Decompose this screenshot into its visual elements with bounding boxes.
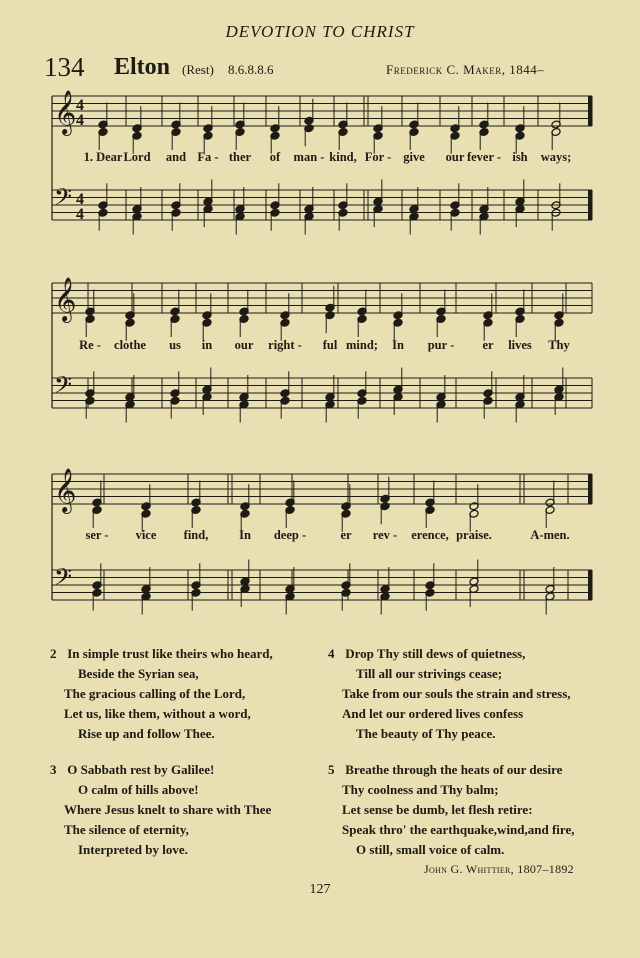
lyric-syllable: Re - bbox=[79, 338, 101, 352]
lyric-syllable: ish bbox=[512, 150, 528, 164]
final-bar-line bbox=[588, 96, 592, 126]
verse-line: And let our ordered lives confess bbox=[342, 706, 524, 721]
lyric-syllable: er bbox=[340, 528, 352, 542]
lyric-syllable: our bbox=[234, 338, 254, 352]
time-signature-bottom: 4 bbox=[76, 112, 84, 129]
verse-line: Till all our strivings cease; bbox=[356, 666, 503, 681]
lyric-syllable: For - bbox=[364, 150, 392, 164]
lyric-syllable: find, bbox=[183, 528, 209, 542]
verse-line: 2 In simple trust like theirs who heard, bbox=[50, 646, 273, 661]
lyric-syllable: us bbox=[169, 338, 181, 352]
lyric-syllable: right - bbox=[268, 338, 302, 352]
text-author: John G. Whittier, 1807–1892 bbox=[424, 862, 574, 876]
tune-alt-name: (Rest) bbox=[182, 62, 214, 77]
lyric-syllable: A-men. bbox=[530, 528, 570, 542]
verse-2 bbox=[50, 644, 273, 744]
verse-5 bbox=[328, 760, 574, 860]
lyric-syllable: of bbox=[269, 150, 281, 164]
lyric-syllable: In bbox=[392, 338, 404, 352]
verse-line: Let us, like them, without a word, bbox=[64, 706, 251, 721]
treble-clef: 𝄞 bbox=[54, 90, 77, 134]
lyric-syllable: in bbox=[201, 338, 213, 352]
lyric-syllable: fever - bbox=[466, 150, 502, 164]
meter: 8.6.8.8.6 bbox=[228, 62, 274, 77]
hymn-number: 134 bbox=[44, 52, 85, 82]
section-title: DEVOTION TO CHRIST bbox=[225, 22, 415, 41]
page-number: 127 bbox=[309, 882, 331, 897]
verse-line: Rise up and follow Thee. bbox=[78, 726, 215, 741]
composer: Frederick C. Maker, 1844– bbox=[386, 62, 545, 77]
lyric-syllable: er bbox=[482, 338, 494, 352]
verse-line: 3 O Sabbath rest by Galilee! bbox=[50, 762, 215, 777]
verse-line: Take from our souls the strain and stress, bbox=[342, 686, 571, 701]
verse-line: Let sense be dumb, let flesh retire: bbox=[342, 802, 533, 817]
bass-clef: 𝄢 bbox=[54, 371, 73, 404]
lyric-syllable: kind, bbox=[329, 150, 357, 164]
verse-line: The beauty of Thy peace. bbox=[356, 726, 496, 741]
lyric-syllable: deep - bbox=[273, 528, 307, 542]
treble-clef: 𝄞 bbox=[54, 277, 77, 321]
lyric-syllable: lives bbox=[508, 338, 532, 352]
time-signature-top: 4 bbox=[76, 97, 84, 114]
verse-line: The silence of eternity, bbox=[64, 822, 189, 837]
lyric-syllable: vice bbox=[135, 528, 157, 542]
lyric-syllable: pur - bbox=[427, 338, 455, 352]
lyric-syllable: ways; bbox=[540, 150, 572, 164]
verse-line: O calm of hills above! bbox=[78, 782, 199, 797]
lyric-syllable: rev - bbox=[372, 528, 398, 542]
lyric-syllable: Fa - bbox=[197, 150, 219, 164]
verse-4 bbox=[328, 644, 571, 744]
lyric-syllable: In bbox=[239, 528, 251, 542]
time-signature-bottom: 4 bbox=[76, 206, 84, 223]
time-signature-top: 4 bbox=[76, 191, 84, 208]
verse-line: Beside the Syrian sea, bbox=[78, 666, 199, 681]
lyric-syllable: ther bbox=[228, 150, 252, 164]
verse-line: Interpreted by love. bbox=[78, 842, 188, 857]
lyric-syllable: ser - bbox=[85, 528, 109, 542]
final-bar-line bbox=[588, 190, 592, 220]
verse-line: 5 Breathe through the heats of our desire bbox=[328, 762, 563, 777]
lyric-syllable: mind; bbox=[346, 338, 378, 352]
lyric-syllable: 1. Dear bbox=[83, 150, 123, 164]
lyric-syllable: praise. bbox=[456, 528, 492, 542]
verse-line: O still, small voice of calm. bbox=[356, 842, 505, 857]
final-bar-line bbox=[588, 474, 592, 504]
lyric-syllable: give bbox=[403, 150, 425, 164]
final-bar-line bbox=[588, 570, 592, 600]
verse-line: The gracious calling of the Lord, bbox=[64, 686, 246, 701]
lyric-syllable: and bbox=[165, 150, 187, 164]
bass-clef: 𝄢 bbox=[54, 183, 73, 216]
tune-name: Elton bbox=[114, 54, 171, 80]
verse-3 bbox=[50, 760, 271, 860]
lyric-syllable: clothe bbox=[114, 338, 146, 352]
bass-clef: 𝄢 bbox=[54, 563, 73, 596]
treble-clef: 𝄞 bbox=[54, 468, 77, 512]
lyric-syllable: man - bbox=[293, 150, 325, 164]
verse-line: Speak thro' the earthquake,wind,and fire, bbox=[342, 822, 575, 837]
lyric-syllable: Thy bbox=[548, 338, 570, 352]
lyric-syllable: ful bbox=[322, 338, 338, 352]
verse-line: Where Jesus knelt to share with Thee bbox=[64, 802, 272, 817]
verse-line: Thy coolness and Thy balm; bbox=[342, 782, 499, 797]
verse-line: 4 Drop Thy still dews of quietness, bbox=[328, 646, 526, 661]
lyric-syllable: erence, bbox=[411, 528, 449, 542]
lyric-syllable: Lord bbox=[123, 150, 151, 164]
lyric-syllable: our bbox=[445, 150, 465, 164]
